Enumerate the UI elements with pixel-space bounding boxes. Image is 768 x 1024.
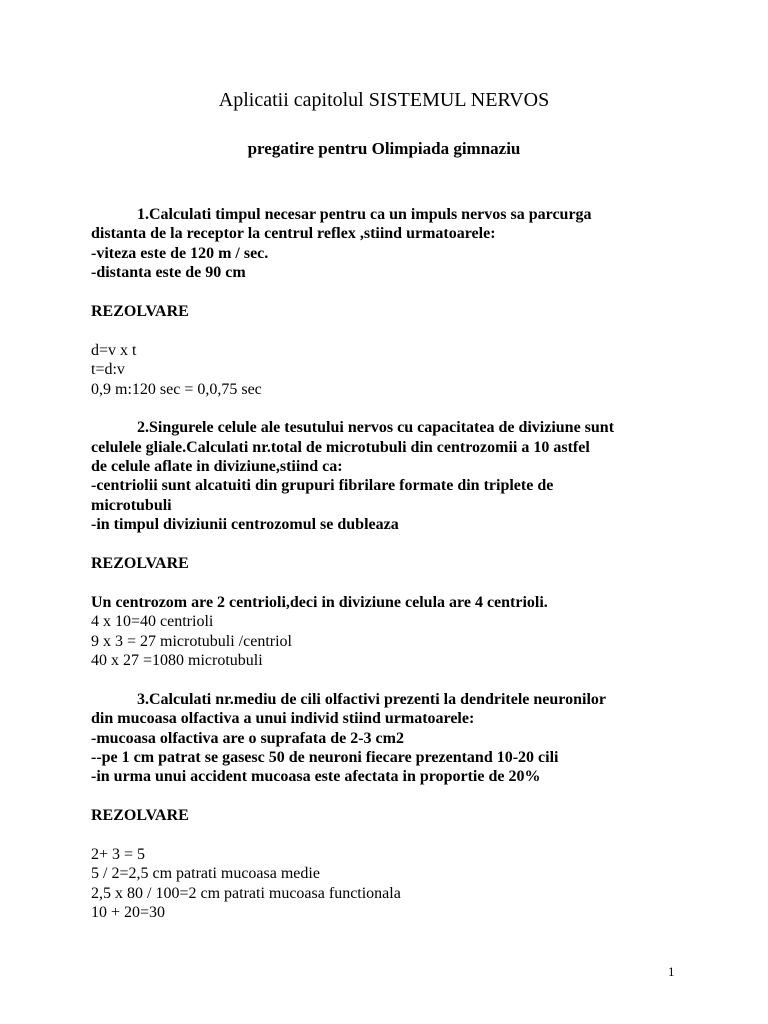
exercise-1-given-speed: -viteza este de 120 m / sec. <box>91 244 269 262</box>
page-number: 1 <box>668 964 675 979</box>
exercise-3-given-accident: -in urma unui accident mucoasa este afectata in proportie de 20% <box>91 768 541 786</box>
exercise-2-given-division: -in timpul diviziunii centrozomul se dubleaza <box>91 516 399 534</box>
exercise-3-solution-line: 2+ 3 = 5 <box>91 845 146 863</box>
exercise-2-statement-cont: celulele gliale.Calculati nr.total de microtubuli din centrozomii a 10 astfel <box>91 438 590 456</box>
exercise-3-given-neurons: --pe 1 cm patrat se gasesc 50 de neuroni fiecare prezentand 10-20 cili <box>91 748 559 766</box>
exercise-2-solution-line: 9 x 3 = 27 microtubuli /centriol <box>91 632 292 650</box>
exercise-1-statement-cont: distanta de la receptor la centrul reflex ,stiind urmatoarele: <box>91 225 496 243</box>
exercise-2-statement-cont: de celule aflate in diviziune,stiind ca: <box>91 458 343 476</box>
document-title: Aplicatii capitolul SISTEMUL NERVOS <box>218 89 550 111</box>
exercise-3-solution-line: 10 + 20=30 <box>91 904 166 922</box>
spacer <box>91 399 731 418</box>
exercise-2-statement: 2.Singurele celule ale tesutului nervos cu capacitatea de diviziune sunt <box>137 419 615 437</box>
exercise-3-statement-cont: din mucoasa olfactiva a unui individ stiind urmatoarele: <box>91 710 475 728</box>
spacer <box>91 321 731 340</box>
exercise-2-solution-heading: REZOLVARE <box>91 555 189 573</box>
spacer <box>91 573 731 592</box>
exercise-2-given-centrioles: -centriolii sunt alcatuiti din grupuri fibrilare formate din triplete de <box>91 477 554 495</box>
exercise-3-statement: 3.Calculati nr.mediu de cili olfactivi prezenti la dendritele neuronilor <box>137 690 607 708</box>
spacer <box>91 535 731 554</box>
spacer <box>91 670 731 689</box>
exercise-3-solution-heading: REZOLVARE <box>91 807 189 825</box>
document-body <box>91 205 731 922</box>
exercise-1-solution-heading: REZOLVARE <box>91 302 189 320</box>
spacer <box>91 787 731 806</box>
exercise-1-given-distance: -distanta este de 90 cm <box>91 264 246 282</box>
exercise-3-given-surface: -mucoasa olfactiva are o suprafata de 2-3 cm2 <box>91 729 404 747</box>
exercise-2-given-centrioles-cont: microtubuli <box>91 496 172 514</box>
exercise-1-solution-line: d=v x t <box>91 341 137 359</box>
exercise-3-solution-line: 5 / 2=2,5 cm patrati mucoasa medie <box>91 865 320 883</box>
exercise-1-solution-line: 0,9 m:120 sec = 0,0,75 sec <box>91 380 262 398</box>
spacer <box>91 826 731 845</box>
exercise-1-statement: 1.Calculati timpul necesar pentru ca un impuls nervos sa parcurga <box>137 206 592 223</box>
exercise-1-solution-line: t=d:v <box>91 361 125 379</box>
exercise-2-solution-intro: Un centrozom are 2 centrioli,deci in diviziune celula are 4 centrioli. <box>91 593 548 611</box>
exercise-2-solution-line: 40 x 27 =1080 microtubuli <box>91 651 263 669</box>
spacer <box>91 283 731 302</box>
document-subtitle: pregatire pentru Olimpiada gimnaziu <box>247 139 521 158</box>
exercise-2-solution-line: 4 x 10=40 centrioli <box>91 613 214 631</box>
exercise-3-solution-line: 2,5 x 80 / 100=2 cm patrati mucoasa functionala <box>91 884 401 902</box>
